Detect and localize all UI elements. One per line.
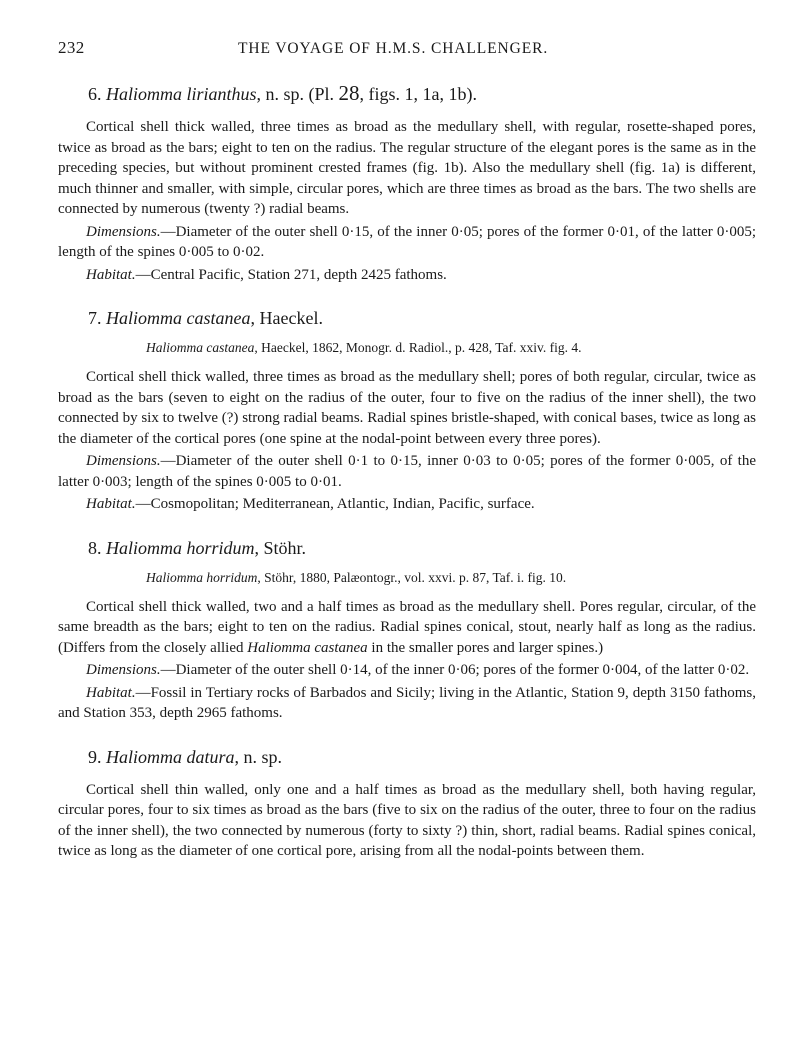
citation — [146, 339, 756, 357]
description: Cortical shell thin walled, only one and a half times as broad as the medullary shell, both having regular, circular pores, four to six times as broad as the bars (five to six on the radius of the outer, three to four on the radius of the inner shell), the two connected by numerous (forty to sixty ?) thin, short, radial beams. Radial spines conical, twice as long as the diameter of one cortical pore, arising from all the nodal-points between them. — [58, 781, 756, 859]
description-text: in the smaller pores and larger spines.) — [367, 639, 604, 656]
species-name: Haliomma lirianthus — [106, 84, 257, 104]
species-authority: , Stöhr. — [254, 537, 307, 558]
habitat — [58, 494, 756, 515]
description — [58, 597, 756, 659]
description — [58, 117, 756, 220]
plate-number: 28 — [338, 81, 360, 105]
dimensions-label: Dimensions. — [86, 223, 161, 240]
species-entry-8 — [58, 537, 756, 724]
fig-ref: 1b — [448, 84, 467, 104]
species-entry-7 — [58, 307, 756, 515]
habitat-text: —Central Pacific, Station 271, depth 2425 fathoms. — [135, 266, 447, 283]
description: Cortical shell thick walled, three times as broad as the medullary shell; pores of both regular, circular, twice as broad as the bars (seven to eight on the radius of the outer, four to five on the radius of the inner shell), the two connected by six to twelve (?) strong radial beams. Radial spines bristle-shaped, with conical bases, twice as long as the diameter of the cortical pores (one spine at the nodal-point between every three pores). — [58, 369, 756, 447]
description-text: Cortical shell thick walled, two and a half times as broad as the medullary shell. Pores regular, circular, of the same breadth as the bars; eight to ten on the radius. Radial spines conical, stout, nearly half as long as the radius. (Differs from the closely allied — [58, 598, 756, 656]
fig-ref: 1b — [443, 160, 459, 176]
habitat-label: Habitat. — [86, 684, 136, 701]
species-name: Haliomma castanea — [106, 308, 251, 328]
dimensions-text: —Diameter of the outer shell 0·1 to 0·15, inner 0·03 to 0·05; pores of the former 0·005, of the latter 0·003; length of the spines 0·005 to 0·01. — [58, 453, 756, 490]
citation-text: , Haeckel, 1862, Monogr. d. Radiol., p. 428, Taf. xxiv. fig. 4. — [254, 340, 582, 355]
running-head — [58, 38, 756, 58]
habitat-text: —Cosmopolitan; Mediterranean, Atlantic, Indian, Pacific, surface. — [135, 496, 535, 512]
dimensions — [58, 660, 756, 681]
fig-ref: 1a — [660, 160, 675, 176]
fig-ref: 1a — [422, 84, 440, 104]
dimensions — [58, 222, 756, 263]
dimensions-label: Dimensions. — [86, 453, 161, 469]
citation-name: Haliomma horridum — [146, 569, 258, 585]
habitat — [58, 265, 756, 286]
running-title: THE VOYAGE OF H.M.S. CHALLENGER. — [238, 40, 549, 57]
habitat — [58, 683, 756, 724]
dimensions-label: Dimensions. — [86, 662, 161, 678]
species-heading — [88, 82, 756, 105]
dimensions-text: —Diameter of the outer shell 0·14, of the inner 0·06; pores of the former 0·004, of the latter 0·02. — [160, 662, 750, 678]
heading-close: ). — [466, 84, 478, 104]
habitat-label: Habitat. — [86, 266, 136, 283]
figs-label: , figs. 1, — [359, 84, 423, 104]
species-authority: , n. sp. — [234, 746, 283, 767]
species-number: 8. — [88, 537, 102, 558]
species-reference: Haliomma castanea — [247, 639, 368, 656]
species-name: Haliomma datura — [106, 746, 235, 767]
species-number: 7. — [88, 308, 102, 328]
species-heading — [88, 537, 756, 559]
citation-text: , Stöhr, 1880, Palæontogr., vol. xxvi. p. 87, Taf. i. fig. 10. — [257, 569, 567, 585]
description-text: Cortical shell thick walled, three times as broad as the medullary shell, with regular, rosette-shaped pores, twice as broad as the bars; eight to ten on the radius. The regular structure of the elegant pores is the same as in the preceding species, but without prominent crested frames (fig. — [58, 119, 756, 176]
citation-name: Haliomma castanea — [146, 340, 255, 355]
species-name: Haliomma horridum — [106, 537, 255, 558]
species-heading — [88, 307, 756, 329]
species-entry-9 — [58, 746, 756, 862]
species-entry-6 — [58, 82, 756, 285]
dimensions-text: —Diameter of the outer shell 0·15, of the inner 0·05; pores of the former 0·01, of the latter 0·005; length of the spines 0·005 to 0·02. — [58, 223, 756, 260]
species-authority: , n. sp. (Pl. — [256, 84, 339, 104]
habitat-label: Habitat. — [86, 496, 136, 512]
description-text: ) is different, much thinner and smaller, with simple, circular pores, which are three times as broad as the bars. The two shells are connected by numerous (twenty ?) radial beams. — [58, 160, 756, 217]
page-number: 232 — [58, 38, 85, 57]
species-authority: , Haeckel. — [250, 308, 323, 328]
habitat-text: —Fossil in Tertiary rocks of Barbados and Sicily; living in the Atlantic, Station 9, depth 3150 fathoms, and Station 353, depth 2965 fathoms. — [58, 684, 756, 721]
separator: , — [439, 84, 449, 104]
citation — [146, 569, 756, 587]
species-number: 9. — [88, 746, 102, 767]
description-text: ). Also the medullary shell (fig. — [458, 160, 661, 176]
dimensions — [58, 451, 756, 492]
species-heading — [88, 746, 756, 768]
species-number: 6. — [88, 84, 102, 104]
